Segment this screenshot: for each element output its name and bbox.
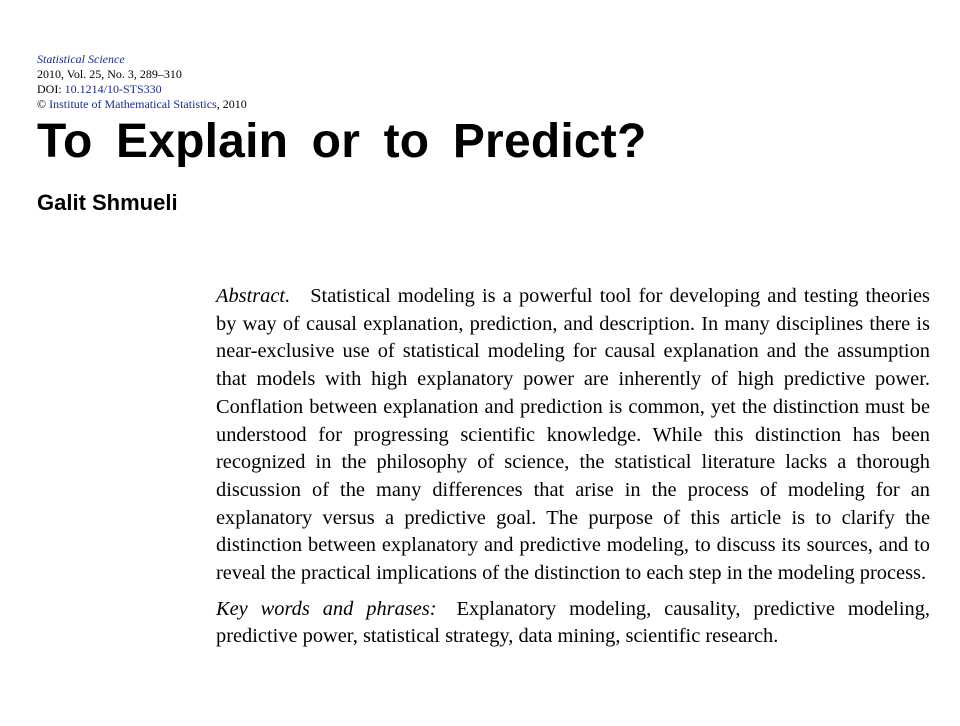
keywords-label: Key words and phrases: <box>216 597 437 620</box>
doi-link[interactable]: 10.1214/10-STS330 <box>64 82 162 96</box>
copyright-year: , 2010 <box>216 97 247 111</box>
journal-name[interactable] <box>37 52 247 67</box>
citation-header <box>37 52 247 112</box>
publisher-link[interactable]: Institute of Mathematical Statistics <box>49 97 217 111</box>
journal-link[interactable]: Statistical Science <box>37 52 125 66</box>
paper-title: To Explain or to Predict? <box>37 115 647 168</box>
keywords-text: Explanatory modeling, causality, predictive modeling, predictive power, statistical strategy, data mining, scientific research. <box>216 597 930 648</box>
keywords-paragraph <box>216 596 930 651</box>
abstract-paragraph <box>216 283 930 588</box>
doi-label: DOI: <box>37 82 65 96</box>
abstract-text: Statistical modeling is a powerful tool for developing and testing theories by way of causal explanation, prediction, and description. In many disciplines there is near-exclusive use of statistical modeling for causal explanation and the assumption that models with high explanatory power are inherently of high predictive power. Conflation between explanation and prediction is common, yet the distinction must be understood for progressing scientific knowledge. While this distinction has been recognized in the philosophy of science, the statistical literature lacks a thorough discussion of the many differences that arise in the process of modeling for an explanatory versus a predictive goal. The purpose of this article is to clarify the distinction between explanatory and predictive modeling, to discuss its sources, and to reveal the practical implications of the distinction to each step in the modeling process. <box>216 285 930 585</box>
copyright-symbol: © <box>37 97 50 111</box>
author-name: Galit Shmueli <box>37 190 178 215</box>
volume-info: 2010, Vol. 25, No. 3, 289–310 <box>37 67 182 81</box>
doi-line <box>37 82 247 97</box>
abstract-section <box>216 283 930 651</box>
copyright-line <box>37 97 247 112</box>
abstract-label: Abstract. <box>216 285 291 307</box>
